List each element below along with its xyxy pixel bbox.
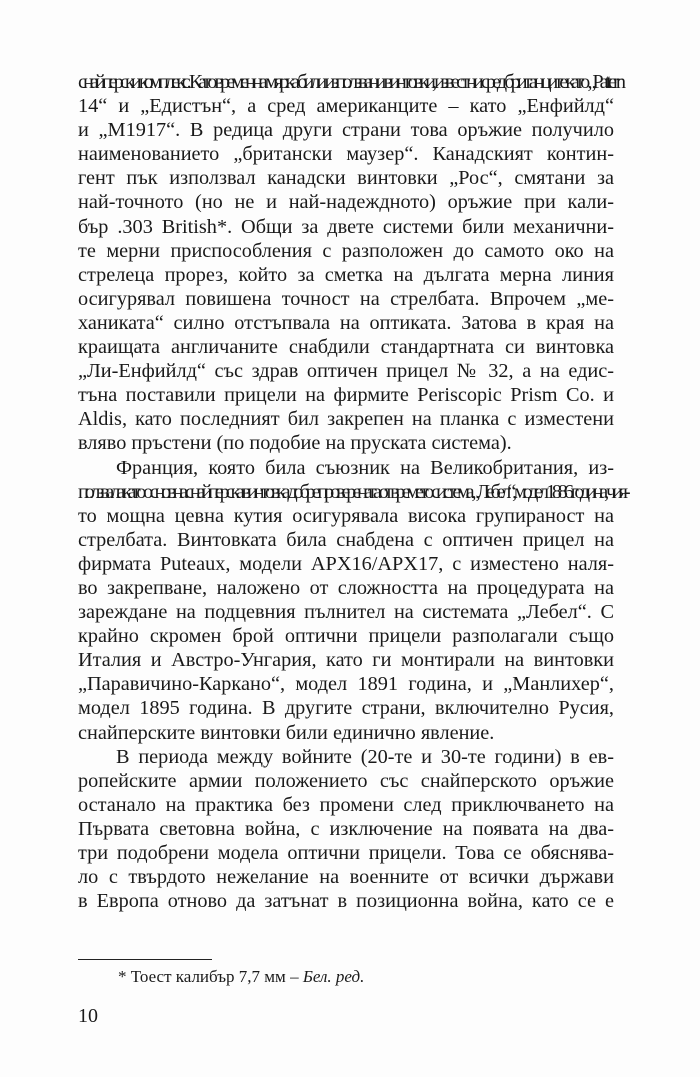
text-line: ропейските армии положението със снайперското оръжие: [78, 769, 614, 792]
text-line: ханиката“ силно отстъпвала на оптиката. Затова в края на: [78, 311, 614, 334]
footnote: [118, 966, 364, 988]
text-line: то мощна цевна кутия осигурявала висока групираност на: [78, 504, 614, 527]
text-line: стрелбата. Винтовката била снабдена с оптичен прицел на: [78, 528, 614, 551]
text-line: Италия и Австро-Унгария, като ги монтирали на винтовки: [78, 649, 614, 672]
text-line: Първата световна война, с изключение на появата на два-: [78, 817, 614, 840]
text-line: Франция, която била съюзник на Великобритания, из-: [116, 456, 614, 479]
text-line: снайперските винтовки били единично явление.: [78, 721, 495, 744]
text-line: три подобрени модела оптични прицели. Това се обяснява-: [78, 842, 614, 864]
text-line: осигурявал повишена точност на стрелбата. Впрочем „ме-: [78, 287, 614, 310]
text-line: останало на практика без промени след приключването на: [78, 793, 614, 816]
text-line: 14“ и „Едистън“, а сред американците – като „Енфийлд“: [78, 95, 614, 118]
text-line: вляво пръстени (по подобие на пруската система).: [78, 432, 512, 455]
text-line: бър .303 British*. Общи за двете системи били механични-: [78, 215, 614, 238]
text-line: крайно скромен брой оптични прицели разполагали също: [78, 625, 614, 648]
footnote-editor-note: Бел. ред.: [302, 967, 365, 986]
text-line: зареждане на подцевния пълнител на системата „Лебел“. С: [78, 601, 614, 624]
text-line: в Европа отново да затънат в позиционна война, като се е: [78, 890, 614, 913]
text-line: модел 1895 година. В другите страни, включително Русия,: [78, 697, 614, 720]
text-line: снайперски комплекс. Като временна мярка били използвани винтовки, известни сред британците като „Pattern: [78, 71, 622, 93]
text-line: стрелеца прорез, който за сметка на дългата мерна линия: [78, 263, 614, 286]
text-line: во закрепване, наложено от сложността на процедурата на: [78, 576, 614, 599]
text-line: те мерни приспособления с разположен до самото око на: [78, 239, 614, 262]
text-line: Aldis, като последният бил закрепен на планка с изместени: [78, 408, 614, 431]
footnote-text: * Тоест калибър 7,7 мм –: [118, 967, 303, 986]
text-line: краищата англичаните снабдили стандартната си винтовка: [78, 336, 614, 359]
text-line: тъна поставили прицели на фирмите Periscopic Prism Co. и: [78, 384, 614, 407]
text-line: наименованието „британски маузер“. Канадският контин-: [78, 143, 614, 166]
text-line: и „M1917“. В редица други страни това оръжие получило: [78, 119, 614, 142]
text-line: ползвала като основна снайперска винтовка добре проверената от времето система „Лебел“, модел 1886 година, чия-: [78, 480, 627, 503]
page-number: 10: [78, 1005, 98, 1027]
text-line: „Ли-Енфийлд“ със здрав оптичен прицел № 32, а на едис-: [78, 360, 614, 383]
text-line: В периода между войните (20-те и 30-те години) в ев-: [116, 745, 614, 768]
text-line: гент пък използвал канадски винтовки „Рос“, смятани за: [78, 167, 614, 190]
text-line: фирмата Puteaux, модели APX16/APX17, с изместено наля-: [78, 552, 614, 575]
text-line: най-точното (но не и най-надеждното) оръжие при кали-: [78, 191, 614, 214]
footnote-divider: [78, 959, 212, 960]
text-line: „Паравичино-Каркано“, модел 1891 година, и „Манлихер“,: [78, 673, 614, 696]
text-line: ло с твърдото нежелание на военните от всички държави: [78, 866, 614, 889]
body-text: [78, 70, 627, 913]
